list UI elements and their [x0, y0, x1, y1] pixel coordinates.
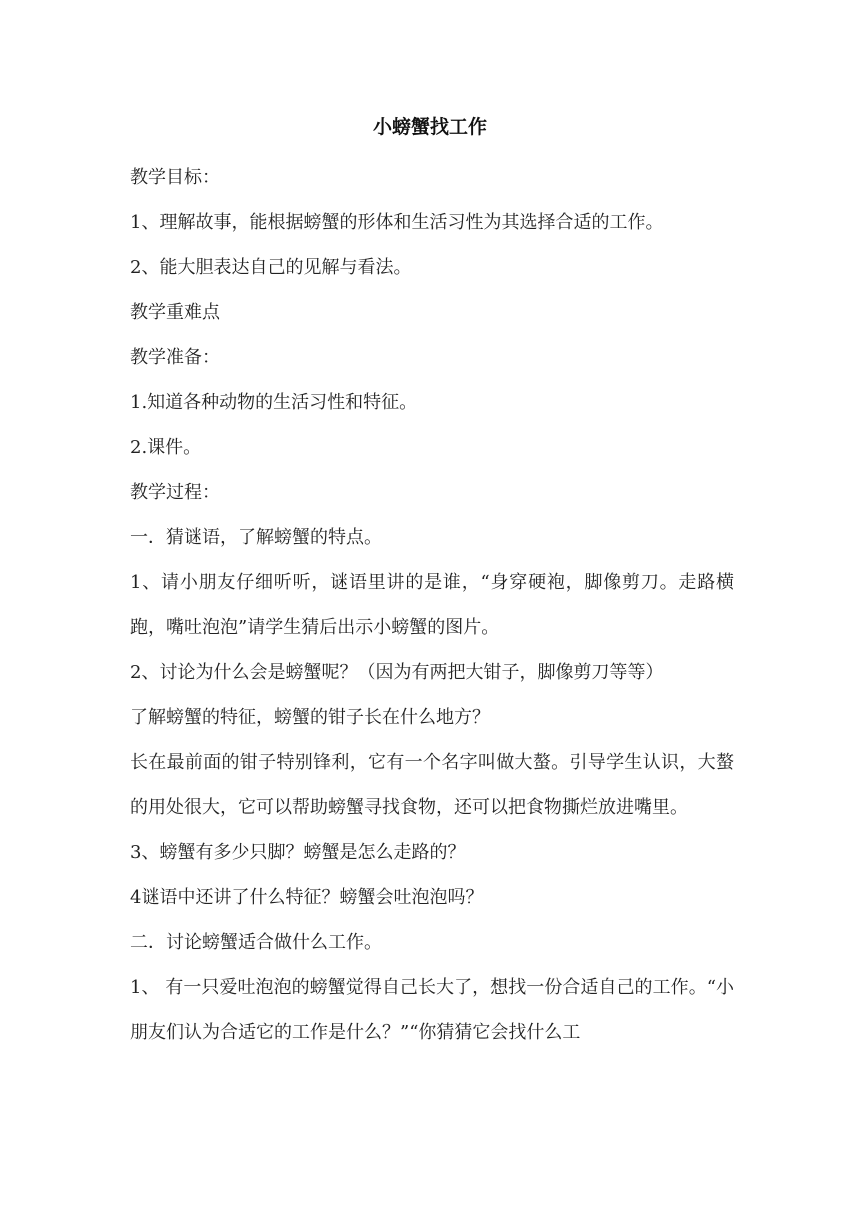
paragraph: 教学目标： [130, 167, 220, 188]
paragraph: 长在最前面的钳子特别锋利，它有一个名字叫做大螯。引导学生认识，大螯的用处很大，它可以帮助螃蟹寻找食物，还可以把食物撕烂放进嘴里。 [130, 752, 734, 818]
paragraph: 教学重难点 [130, 302, 220, 323]
paragraph: 1、理解故事，能根据螃蟹的形体和生活习性为其选择合适的工作。 [130, 212, 664, 233]
paragraph: 1、 有一只爱吐泡泡的螃蟹觉得自己长大了，想找一份合适自己的工作。“小朋友们认为合适它的工作是什么？”“你猜猜它会找什么工 [130, 977, 734, 1043]
paragraph: 3、螃蟹有多少只脚？螃蟹是怎么走路的？ [130, 842, 466, 863]
document-title: 小螃蟹找工作 [372, 116, 487, 138]
paragraph: 教学过程： [130, 482, 220, 503]
paragraph: 2、能大胆表达自己的见解与看法。 [130, 257, 412, 278]
paragraph: 2、讨论为什么会是螃蟹呢？（因为有两把大钳子，脚像剪刀等等） [130, 662, 664, 683]
paragraph: 1、请小朋友仔细听听，谜语里讲的是谁，“身穿硬袍，脚像剪刀。走路横跑，嘴吐泡泡”请学生猜后出示小螃蟹的图片。 [130, 572, 734, 638]
paragraph: 二．讨论螃蟹适合做什么工作。 [130, 932, 382, 953]
paragraph: 4谜语中还讲了什么特征？螃蟹会吐泡泡吗？ [130, 887, 484, 908]
paragraph: 了解螃蟹的特征，螃蟹的钳子长在什么地方？ [130, 707, 490, 728]
paragraph: 教学准备： [130, 347, 220, 368]
paragraph: 2.课件。 [130, 437, 202, 458]
document-body [130, 155, 734, 1055]
paragraph: 一．猜谜语，了解螃蟹的特点。 [130, 527, 382, 548]
paragraph: 1.知道各种动物的生活习性和特征。 [130, 392, 418, 413]
